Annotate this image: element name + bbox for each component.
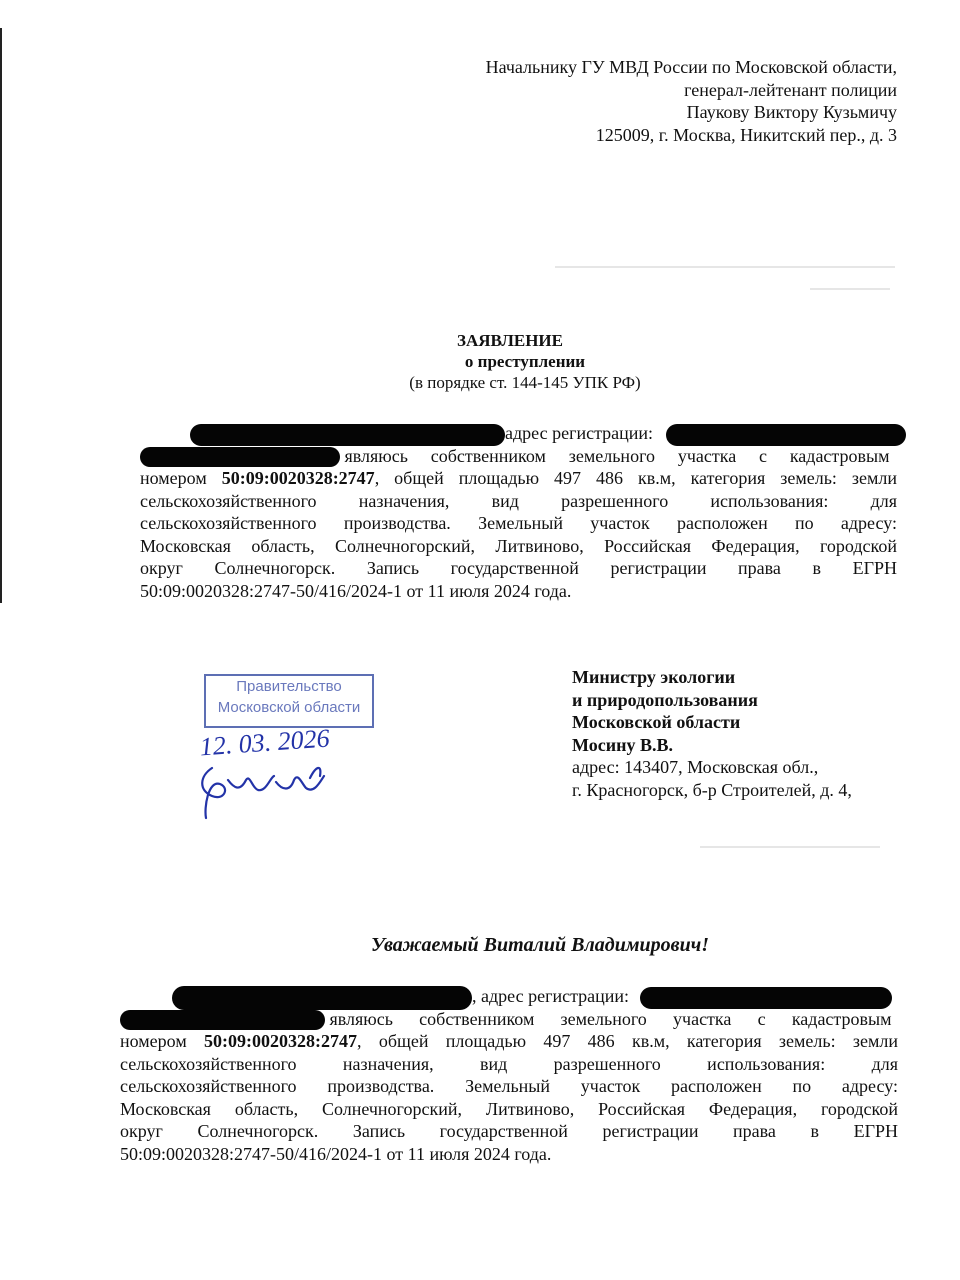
redaction-name-cont — [140, 447, 340, 467]
stamp-line: Правительство — [236, 678, 342, 695]
addressee-line: и природопользования — [572, 689, 758, 710]
cadastral-prefix: номером — [120, 1031, 187, 1051]
greeting: Уважаемый Виталий Владимирович! — [371, 934, 709, 956]
faint-scan-mark — [700, 846, 880, 848]
redaction-name-cont — [120, 1010, 325, 1030]
addressee-top-line: генерал-лейтенант полиции — [684, 79, 897, 100]
statement-line — [120, 985, 898, 1008]
statement-line: сельскохозяйственного производства. Земельный участок расположен по адресу: — [120, 1076, 898, 1096]
faint-scan-mark — [555, 266, 895, 268]
signature-stroke — [202, 768, 324, 818]
redaction-name — [190, 424, 505, 446]
addressee-line: Московской области — [572, 712, 741, 732]
cadastral-number: 50:09:0020328:2747 — [204, 1031, 358, 1051]
statement-line — [140, 422, 897, 445]
statement-line: Московская область, Солнечногорский, Литвиново, Российская Федерация, городской — [140, 535, 897, 556]
stamp-line: Московской области — [217, 699, 361, 716]
statement-line — [120, 1030, 898, 1053]
statement-line: сельскохозяйственного производства. Земельный участок расположен по адресу: — [140, 513, 897, 533]
addressee-top-line: 125009, г. Москва, Никитский пер., д. 3 — [595, 124, 897, 145]
addressee-line: Мосину В.В. — [572, 734, 673, 755]
statement-line — [140, 467, 897, 490]
redaction-address — [666, 424, 906, 446]
title-subheading: о преступлении — [464, 352, 586, 371]
addressee-line: г. Красногорск, б-р Строителей, д. 4, — [572, 779, 852, 800]
faint-scan-mark — [810, 288, 890, 290]
statement-line: округ Солнечногорск. Запись государственной регистрации права в ЕГРН — [120, 1121, 898, 1141]
addressee-line: адрес: 143407, Московская обл., — [572, 757, 819, 777]
statement-text: , общей площадью 497 486 кв.м, категория земель: земли — [357, 1031, 899, 1051]
cadastral-number: 50:09:0020328:2747 — [221, 468, 375, 488]
addressee-line: Министру экологии — [572, 667, 736, 687]
statement-line — [140, 445, 897, 468]
redaction-address — [640, 987, 892, 1009]
statement-line: Московская область, Солнечногорский, Литвиново, Российская Федерация, городской — [120, 1098, 898, 1119]
statement-line — [120, 1008, 898, 1031]
title-heading: ЗАЯВЛЕНИЕ — [456, 331, 563, 350]
statement-line: сельскохозяйственного назначения, вид разрешенного использования: для — [140, 490, 897, 511]
statement-text: являюсь собственником земельного участка с кадастровым — [344, 445, 890, 466]
address-label: адрес регистрации: — [505, 423, 654, 443]
addressee-top-line: Начальнику ГУ МВД России по Московской области, — [485, 57, 897, 77]
addressee-top-line: Паукову Виктору Кузьмичу — [686, 102, 897, 122]
statement-text: , общей площадью 497 486 кв.м, категория земель: земли — [374, 468, 898, 488]
document-title — [0, 330, 960, 393]
title-basis: (в порядке ст. 144-145 УПК РФ) — [409, 373, 641, 392]
statement-line: округ Солнечногорск. Запись государственной регистрации права в ЕГРН — [140, 558, 897, 578]
addressee-top — [486, 56, 897, 146]
statement-line: 50:09:0020328:2747-50/416/2024-1 от 11 июля 2024 года. — [120, 1143, 552, 1164]
address-label: , адрес регистрации: — [472, 986, 630, 1006]
handwritten-signature — [190, 718, 380, 828]
redaction-name — [172, 986, 472, 1010]
scan-edge-line — [0, 28, 2, 603]
addressee-ministry — [572, 666, 852, 801]
cadastral-prefix: номером — [140, 468, 207, 488]
statement-line: 50:09:0020328:2747-50/416/2024-1 от 11 июля 2024 года. — [140, 580, 572, 601]
handwritten-date: 12. 03. 2026 — [198, 723, 331, 762]
statement-text: являюсь собственником земельного участка с кадастровым — [329, 1008, 892, 1029]
statement-paragraph — [120, 985, 898, 1165]
statement-paragraph — [140, 422, 897, 602]
statement-line: сельскохозяйственного назначения, вид разрешенного использования: для — [120, 1053, 898, 1074]
